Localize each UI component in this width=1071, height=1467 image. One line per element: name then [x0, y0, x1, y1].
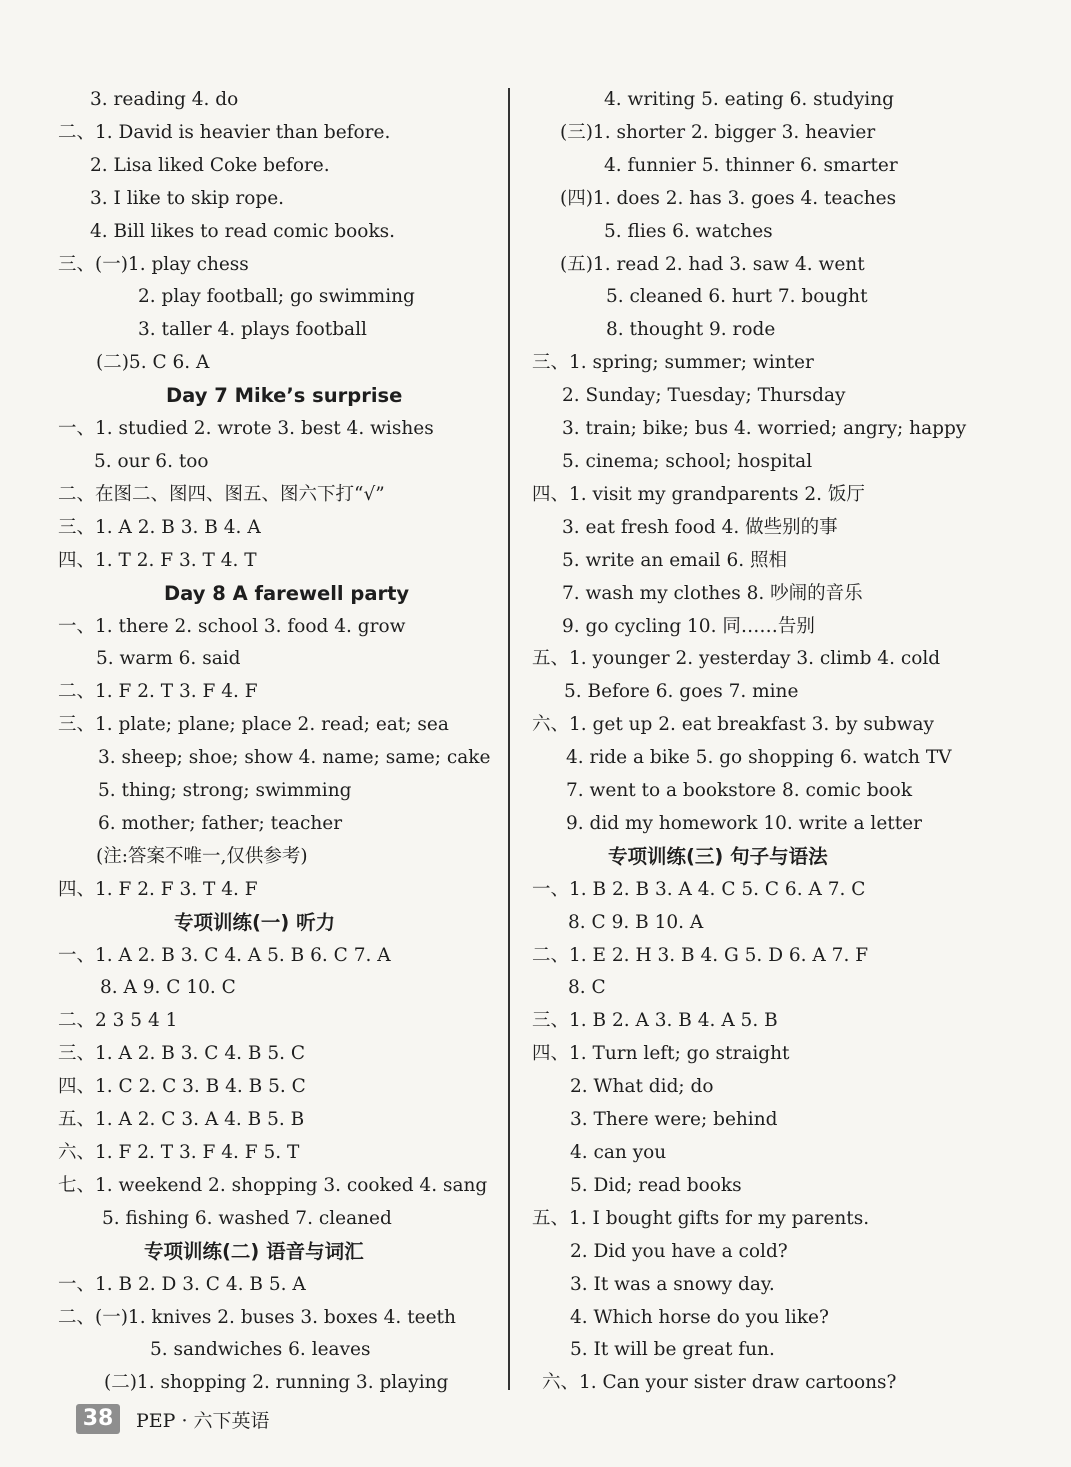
answer-line: 5. flies 6. watches [604, 220, 773, 242]
answer-line: 7. wash my clothes 8. 吵闹的音乐 [562, 582, 863, 604]
column-divider [508, 88, 510, 1390]
answer-line: 5. warm 6. said [96, 648, 241, 670]
answer-line: 7. went to a bookstore 8. comic book [566, 780, 913, 802]
answer-line: 3. reading 4. do [90, 89, 239, 110]
answer-line: 三、1. A 2. B 3. C 4. B 5. C [58, 1043, 306, 1065]
answer-line: 三、1. plate; plane; place 2. read; eat; sea [58, 714, 449, 736]
book-title: PEP · 六下英语 [136, 1409, 270, 1432]
section-heading: 专项训练(二) 语音与词汇 [144, 1239, 364, 1263]
answer-line: (四)1. does 2. has 3. goes 4. teaches [560, 187, 897, 209]
left-column [58, 84, 508, 1400]
answer-line: 四、1. C 2. C 3. B 4. B 5. C [58, 1076, 306, 1098]
answer-line: 三、1. A 2. B 3. B 4. A [58, 516, 261, 538]
answer-line: 四、1. visit my grandparents 2. 饭厅 [532, 483, 865, 505]
answer-line: (五)1. read 2. had 3. saw 4. went [560, 253, 865, 275]
answer-line: 二、1. David is heavier than before. [58, 121, 391, 143]
answer-line: 一、1. B 2. B 3. A 4. C 5. C 6. A 7. C [532, 878, 866, 900]
answer-line: 2. What did; do [570, 1076, 714, 1098]
section-heading: 专项训练(一) 听力 [174, 910, 336, 934]
answer-line: 五、1. I bought gifts for my parents. [532, 1207, 870, 1229]
answer-line: 三、(一)1. play chess [58, 253, 249, 275]
answer-line: 一、1. studied 2. wrote 3. best 4. wishes [58, 418, 434, 440]
answer-line: 二、1. E 2. H 3. B 4. G 5. D 6. A 7. F [532, 944, 869, 966]
answer-line: 4. funnier 5. thinner 6. smarter [604, 154, 898, 176]
answer-line: 5. sandwiches 6. leaves [150, 1339, 371, 1361]
answer-line: 3. There were; behind [570, 1109, 778, 1131]
answer-line: 五、1. younger 2. yesterday 3. climb 4. cold [532, 648, 941, 670]
answer-line: 2. Did you have a cold? [570, 1240, 788, 1262]
answer-line: 9. go cycling 10. 同……告别 [562, 615, 815, 637]
answer-line: 一、1. there 2. school 3. food 4. grow [58, 615, 406, 637]
answer-line: 一、1. B 2. D 3. C 4. B 5. A [58, 1273, 306, 1295]
answer-line: 二、(一)1. knives 2. buses 3. boxes 4. teeth [58, 1306, 456, 1328]
answer-line: (二)1. shopping 2. running 3. playing [104, 1372, 449, 1394]
answer-line: 5. cinema; school; hospital [562, 450, 813, 472]
answer-line: 5. Did; read books [570, 1174, 742, 1196]
answer-line: 2. play football; go swimming [138, 286, 415, 308]
answer-line: 5. thing; strong; swimming [98, 780, 352, 802]
page-footer [76, 1401, 270, 1437]
answer-line: 4. Bill likes to read comic books. [90, 220, 396, 242]
answer-line: 5. fishing 6. washed 7. cleaned [102, 1207, 392, 1229]
answer-line: 5. our 6. too [94, 450, 209, 472]
answer-line: 9. did my homework 10. write a letter [566, 812, 922, 834]
answer-line: 5. It will be great fun. [570, 1339, 775, 1361]
page-number-badge: 38 [76, 1404, 120, 1434]
section-heading: 专项训练(三) 句子与语法 [608, 844, 828, 868]
section-heading: Day 8 A farewell party [164, 581, 410, 605]
answer-line: 3. taller 4. plays football [138, 319, 367, 341]
answer-line: 3. It was a snowy day. [570, 1273, 775, 1295]
answer-line: 四、1. Turn left; go straight [532, 1043, 790, 1065]
answer-line: 5. cleaned 6. hurt 7. bought [606, 286, 868, 308]
answer-line: 3. sheep; shoe; show 4. name; same; cake [98, 747, 491, 769]
answer-line: 3. I like to skip rope. [90, 187, 285, 209]
right-column [532, 84, 1052, 1400]
answer-line: 4. ride a bike 5. go shopping 6. watch TV [566, 747, 952, 769]
answer-line: 六、1. Can your sister draw cartoons? [542, 1372, 897, 1394]
answer-line: 二、2 3 5 4 1 [58, 1010, 178, 1032]
answer-line: 3. eat fresh food 4. 做些别的事 [562, 516, 838, 538]
answer-line: 8. A 9. C 10. C [100, 977, 236, 999]
answer-line: 2. Lisa liked Coke before. [90, 154, 330, 176]
answer-line: 三、1. B 2. A 3. B 4. A 5. B [532, 1010, 778, 1032]
answer-line: 五、1. A 2. C 3. A 4. B 5. B [58, 1109, 305, 1131]
answer-line: 三、1. spring; summer; winter [532, 352, 814, 374]
answer-line: (注:答案不唯一,仅供参考) [96, 845, 308, 867]
answer-line: 8. C [568, 977, 606, 999]
answer-line: 5. write an email 6. 照相 [562, 549, 787, 571]
answer-line: 二、1. F 2. T 3. F 4. F [58, 681, 258, 703]
answer-line: 3. train; bike; bus 4. worried; angry; happy [562, 418, 967, 440]
answer-line: 四、1. T 2. F 3. T 4. T [58, 549, 257, 571]
answer-line: 8. thought 9. rode [606, 319, 776, 341]
answer-line: 六、1. get up 2. eat breakfast 3. by subway [532, 714, 934, 736]
answer-line: 4. writing 5. eating 6. studying [604, 89, 894, 110]
answer-line: 4. can you [570, 1142, 667, 1163]
answer-line: (二)5. C 6. A [96, 352, 210, 374]
answer-line: 6. mother; father; teacher [98, 812, 343, 834]
section-heading: Day 7 Mike’s surprise [166, 384, 403, 408]
answer-line: 二、在图二、图四、图五、图六下打“√” [58, 483, 385, 505]
answer-line: 七、1. weekend 2. shopping 3. cooked 4. sang [58, 1174, 488, 1196]
answer-line: 4. Which horse do you like? [570, 1306, 829, 1328]
answer-line: 四、1. F 2. F 3. T 4. F [58, 878, 258, 900]
answer-line: 六、1. F 2. T 3. F 4. F 5. T [58, 1142, 300, 1163]
answer-line: 一、1. A 2. B 3. C 4. A 5. B 6. C 7. A [58, 944, 391, 966]
answer-line: (三)1. shorter 2. bigger 3. heavier [560, 121, 876, 143]
answer-line: 5. Before 6. goes 7. mine [564, 681, 799, 703]
answer-line: 8. C 9. B 10. A [568, 911, 704, 933]
answer-line: 2. Sunday; Tuesday; Thursday [562, 385, 846, 407]
